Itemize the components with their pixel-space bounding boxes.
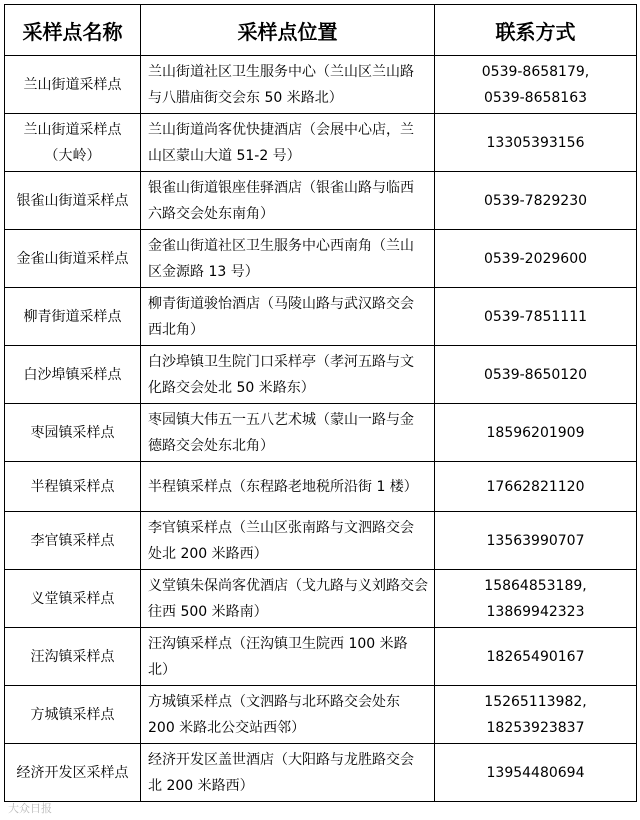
- sampling-point-name-line: 柳青街道采样点: [23, 308, 122, 325]
- sampling-point-location-line: 兰山街道社区卫生服务中心（兰山区兰山路: [148, 63, 414, 80]
- sampling-point-location: [141, 686, 435, 744]
- sampling-point-location-line: 德路交会处东北角）: [148, 437, 274, 454]
- sampling-point-location-line: 汪沟镇采样点（汪沟镇卫生院西 100 米路: [148, 635, 408, 652]
- table-row: [5, 230, 637, 288]
- contact-phone: [435, 404, 637, 462]
- sampling-point-location: [141, 230, 435, 288]
- contact-phone-line: 18265490167: [486, 648, 585, 665]
- table-row: [5, 288, 637, 346]
- contact-phone: [435, 288, 637, 346]
- sampling-point-location: [141, 570, 435, 628]
- contact-phone-line: 13954480694: [486, 764, 585, 781]
- table-row: [5, 346, 637, 404]
- sampling-point-location: [141, 172, 435, 230]
- contact-phone: [435, 744, 637, 802]
- sampling-point-name-line: 白沙埠镇采样点: [23, 366, 122, 383]
- sampling-point-name-line: 银雀山街道采样点: [16, 192, 129, 209]
- sampling-point-name: [5, 172, 141, 230]
- sampling-point-name: [5, 512, 141, 570]
- sampling-points-table: [4, 4, 637, 802]
- sampling-point-name-line: 经济开发区采样点: [16, 764, 129, 781]
- sampling-point-location: [141, 404, 435, 462]
- sampling-point-name-line: 汪沟镇采样点: [30, 648, 115, 665]
- contact-phone: [435, 114, 637, 172]
- contact-phone: [435, 346, 637, 404]
- sampling-point-location: [141, 288, 435, 346]
- sampling-point-name-line: 兰山街道采样点: [23, 121, 122, 138]
- sampling-point-location: [141, 346, 435, 404]
- sampling-point-location-line: 西北角）: [148, 321, 204, 338]
- header-location: 采样点位置: [141, 5, 435, 56]
- contact-phone-line: 0539-7851111: [483, 308, 588, 325]
- sampling-point-location-line: 金雀山街道社区卫生服务中心西南角（兰山: [148, 237, 414, 254]
- table-row: [5, 404, 637, 462]
- sampling-point-location: [141, 114, 435, 172]
- header-name: 采样点名称: [5, 5, 141, 56]
- table-row: [5, 462, 637, 512]
- contact-phone: [435, 570, 637, 628]
- contact-phone: [435, 56, 637, 114]
- table-row: [5, 686, 637, 744]
- sampling-point-name-line: 义堂镇采样点: [30, 590, 115, 607]
- sampling-point-location-line: 半程镇采样点（东程路老地税所沿街 1 楼）: [148, 478, 418, 495]
- table-row: [5, 56, 637, 114]
- sampling-point-location-line: 经济开发区盖世酒店（大阳路与龙胜路交会: [148, 751, 414, 768]
- sampling-point-location-line: 区金源路 13 号）: [148, 263, 259, 280]
- sampling-point-location-line: 枣园镇大伟五一五八艺术城（蒙山一路与金: [148, 411, 414, 428]
- contact-phone-line: 15265113982,: [484, 693, 587, 710]
- table-body: [5, 56, 637, 802]
- sampling-point-name-line: （大岭）: [44, 147, 101, 164]
- sampling-point-location-line: 方城镇采样点（文泗路与北环路交会处东: [148, 693, 400, 710]
- sampling-point-name-line: 兰山街道采样点: [23, 76, 122, 93]
- table-row: [5, 744, 637, 802]
- sampling-point-location-line: 李官镇采样点（兰山区张南路与文泗路交会: [148, 519, 414, 536]
- sampling-point-name: [5, 114, 141, 172]
- sampling-point-name: [5, 462, 141, 512]
- sampling-point-location-line: 化路交会处北 50 米路东）: [148, 379, 315, 396]
- table-row: [5, 512, 637, 570]
- contact-phone-line: 13305393156: [486, 134, 585, 151]
- sampling-point-name: [5, 686, 141, 744]
- contact-phone: [435, 628, 637, 686]
- sampling-point-name-line: 枣园镇采样点: [30, 424, 115, 441]
- sampling-point-location-line: 银雀山街道银座佳驿酒店（银雀山路与临西: [148, 179, 414, 196]
- sampling-point-location: [141, 628, 435, 686]
- contact-phone-line: 15864853189,: [484, 577, 587, 594]
- contact-phone-line: 0539-8650120: [483, 366, 588, 383]
- table-row: [5, 628, 637, 686]
- sampling-point-name: [5, 744, 141, 802]
- sampling-point-location: [141, 744, 435, 802]
- sampling-point-location-line: 往西 500 米路南）: [148, 603, 268, 620]
- contact-phone: [435, 512, 637, 570]
- sampling-point-location: [141, 512, 435, 570]
- sampling-point-name: [5, 570, 141, 628]
- sampling-point-location-line: 白沙埠镇卫生院门口采样亭（孝河五路与文: [148, 353, 414, 370]
- contact-phone-line: 18596201909: [486, 424, 585, 441]
- sampling-point-location: [141, 56, 435, 114]
- sampling-point-location: [141, 462, 435, 512]
- sampling-point-name: [5, 56, 141, 114]
- sampling-point-name: [5, 230, 141, 288]
- sampling-point-location-line: 兰山街道尚客优快捷酒店（会展中心店，兰: [148, 121, 414, 138]
- sampling-point-name: [5, 288, 141, 346]
- contact-phone-line: 0539-8658163: [483, 89, 588, 106]
- table-row: [5, 172, 637, 230]
- sampling-point-location-line: 200 米路北公交站西邻）: [148, 719, 306, 736]
- sampling-point-location-line: 处北 200 米路西）: [148, 545, 268, 562]
- contact-phone-line: 0539-8658179,: [481, 63, 590, 80]
- contact-phone: [435, 462, 637, 512]
- sampling-point-name: [5, 404, 141, 462]
- sampling-point-name-line: 半程镇采样点: [30, 478, 115, 495]
- sampling-point-location-line: 六路交会处东南角）: [148, 205, 274, 222]
- contact-phone-line: 18253923837: [486, 719, 585, 736]
- sampling-point-location-line: 柳青街道骏怡酒店（马陵山路与武汉路交会: [148, 295, 414, 312]
- contact-phone-line: 13869942323: [486, 603, 585, 620]
- sampling-point-name-line: 李官镇采样点: [30, 532, 115, 549]
- sampling-point-name-line: 金雀山街道采样点: [16, 250, 129, 267]
- sampling-point-location-line: 山区蒙山大道 51-2 号）: [148, 147, 301, 164]
- contact-phone-line: 0539-7829230: [483, 192, 588, 209]
- contact-phone-line: 13563990707: [486, 532, 585, 549]
- table-header-row: [5, 5, 637, 56]
- table-row: [5, 570, 637, 628]
- sampling-point-name: [5, 346, 141, 404]
- contact-phone-line: 17662821120: [486, 478, 585, 495]
- table-row: [5, 114, 637, 172]
- sampling-point-name-line: 方城镇采样点: [30, 706, 115, 723]
- sampling-point-location-line: 北）: [148, 661, 176, 678]
- sampling-point-location-line: 北 200 米路西）: [148, 777, 254, 794]
- sampling-point-name: [5, 628, 141, 686]
- contact-phone: [435, 172, 637, 230]
- header-contact: 联系方式: [435, 5, 637, 56]
- contact-phone: [435, 686, 637, 744]
- contact-phone-line: 0539-2029600: [483, 250, 588, 267]
- contact-phone: [435, 230, 637, 288]
- sampling-point-location-line: 与八腊庙街交会东 50 米路北）: [148, 89, 343, 106]
- sampling-point-location-line: 义堂镇朱保尚客优酒店（戈九路与义刘路交会: [148, 577, 428, 594]
- watermark: 大众日报: [8, 802, 52, 815]
